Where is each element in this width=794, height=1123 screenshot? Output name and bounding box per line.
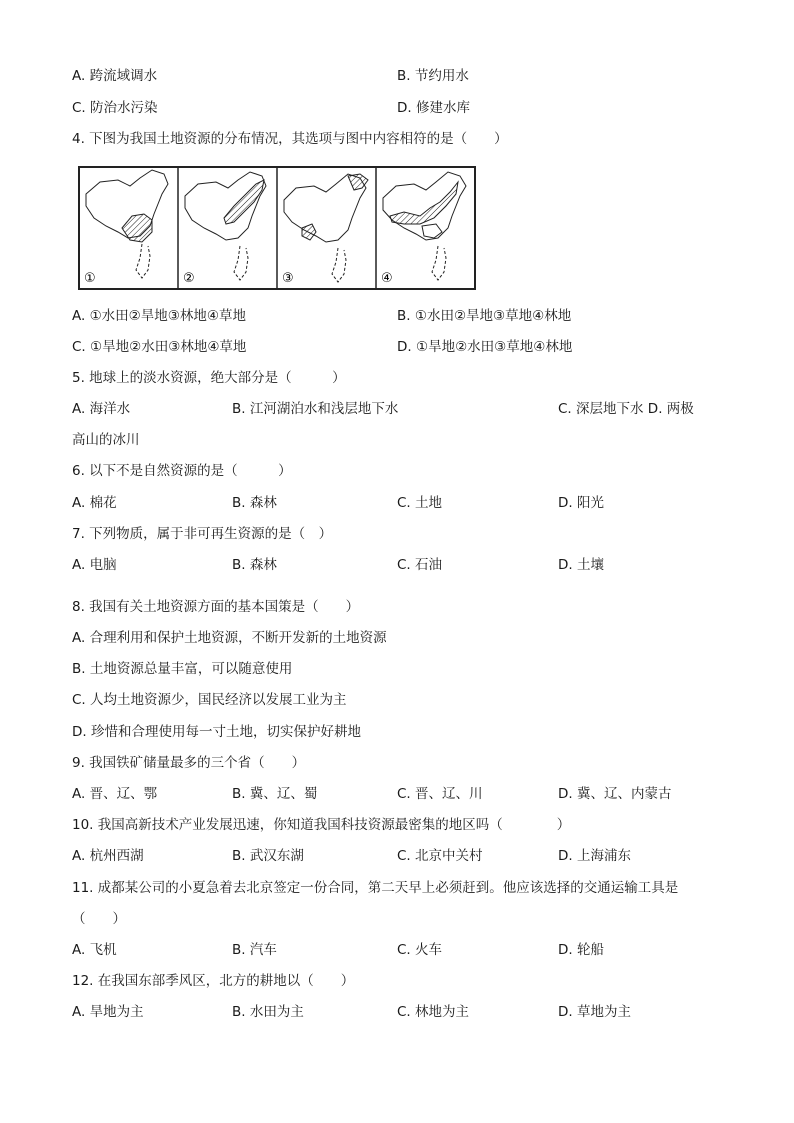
q6-option-a: A. 棉花 xyxy=(72,495,117,511)
q3-option-c: C. 防治水污染 xyxy=(72,100,158,116)
q9-option-d: D. 冀、辽、内蒙古 xyxy=(558,786,672,802)
q6-option-d: D. 阳光 xyxy=(558,495,604,511)
q4-option-d: D. ①旱地②水田③草地④林地 xyxy=(397,339,573,355)
q10-stem: 10. 我国高新技术产业发展迅速，你知道我国科技资源最密集的地区吗（ ） xyxy=(72,817,571,833)
q10-option-d: D. 上海浦东 xyxy=(558,848,631,864)
q12-option-b: B. 水田为主 xyxy=(232,1004,304,1020)
q11-option-b: B. 汽车 xyxy=(232,942,277,958)
q7-stem: 7. 下列物质，属于非可再生资源的是（ ） xyxy=(72,526,333,542)
q4-option-c: C. ①旱地②水田③林地④草地 xyxy=(72,339,247,355)
q3-option-d: D. 修建水库 xyxy=(397,100,470,116)
q12-option-a: A. 旱地为主 xyxy=(72,1004,144,1020)
q8-stem: 8. 我国有关土地资源方面的基本国策是（ ） xyxy=(72,599,360,615)
q6-stem: 6. 以下不是自然资源的是（ ） xyxy=(72,463,292,479)
q5-stem: 5. 地球上的淡水资源，绝大部分是（ ） xyxy=(72,370,346,386)
q7-option-c: C. 石油 xyxy=(397,557,443,573)
q9-option-a: A. 晋、辽、鄂 xyxy=(72,786,158,802)
q9-option-c: C. 晋、辽、川 xyxy=(397,786,483,802)
q9-stem: 9. 我国铁矿储量最多的三个省（ ） xyxy=(72,755,306,771)
q3-option-a: A. 跨流域调水 xyxy=(72,68,158,84)
q11-option-c: C. 火车 xyxy=(397,942,443,958)
q5-option-d-continued: 高山的冰川 xyxy=(72,432,140,448)
q5-option-cd: C. 深层地下水 D. 两极 xyxy=(558,401,694,417)
q12-stem: 12. 在我国东部季风区，北方的耕地以（ ） xyxy=(72,973,355,989)
q4-option-a: A. ①水田②旱地③林地④草地 xyxy=(72,308,246,324)
map-2-label: ② xyxy=(183,271,195,286)
q10-option-a: A. 杭州西湖 xyxy=(72,848,144,864)
map-4-label: ④ xyxy=(381,271,393,286)
q4-stem: 4. 下图为我国土地资源的分布情况，其选项与图中内容相符的是（ ） xyxy=(72,131,508,147)
q7-option-a: A. 电脑 xyxy=(72,557,117,573)
q11-stem: 11. 成都某公司的小夏急着去北京签定一份合同，第二天早上必须赶到。他应该选择的交通运输工具是 xyxy=(72,880,679,896)
q11-stem-continued: （ ） xyxy=(72,911,126,927)
q5-option-a: A. 海洋水 xyxy=(72,401,131,417)
q3-option-b: B. 节约用水 xyxy=(397,68,469,84)
map-3-label: ③ xyxy=(282,271,294,286)
q10-option-b: B. 武汉东湖 xyxy=(232,848,304,864)
q8-option-d: D. 珍惜和合理使用每一寸土地，切实保护好耕地 xyxy=(72,724,361,740)
q4-option-b: B. ①水田②旱地③草地④林地 xyxy=(397,308,572,324)
q6-option-b: B. 森林 xyxy=(232,495,277,511)
china-land-resource-maps xyxy=(78,166,476,290)
q11-option-a: A. 飞机 xyxy=(72,942,117,958)
q8-option-c: C. 人均土地资源少，国民经济以发展工业为主 xyxy=(72,692,347,708)
q5-option-b: B. 江河湖泊水和浅层地下水 xyxy=(232,401,399,417)
q8-option-a: A. 合理利用和保护土地资源，不断开发新的土地资源 xyxy=(72,630,387,646)
q9-option-b: B. 冀、辽、蜀 xyxy=(232,786,318,802)
q7-option-b: B. 森林 xyxy=(232,557,277,573)
q10-option-c: C. 北京中关村 xyxy=(397,848,483,864)
q8-option-b: B. 土地资源总量丰富，可以随意使用 xyxy=(72,661,293,677)
q11-option-d: D. 轮船 xyxy=(558,942,604,958)
q12-option-d: D. 草地为主 xyxy=(558,1004,631,1020)
map-1-label: ① xyxy=(84,271,96,286)
q7-option-d: D. 土壤 xyxy=(558,557,604,573)
q12-option-c: C. 林地为主 xyxy=(397,1004,470,1020)
q6-option-c: C. 土地 xyxy=(397,495,443,511)
